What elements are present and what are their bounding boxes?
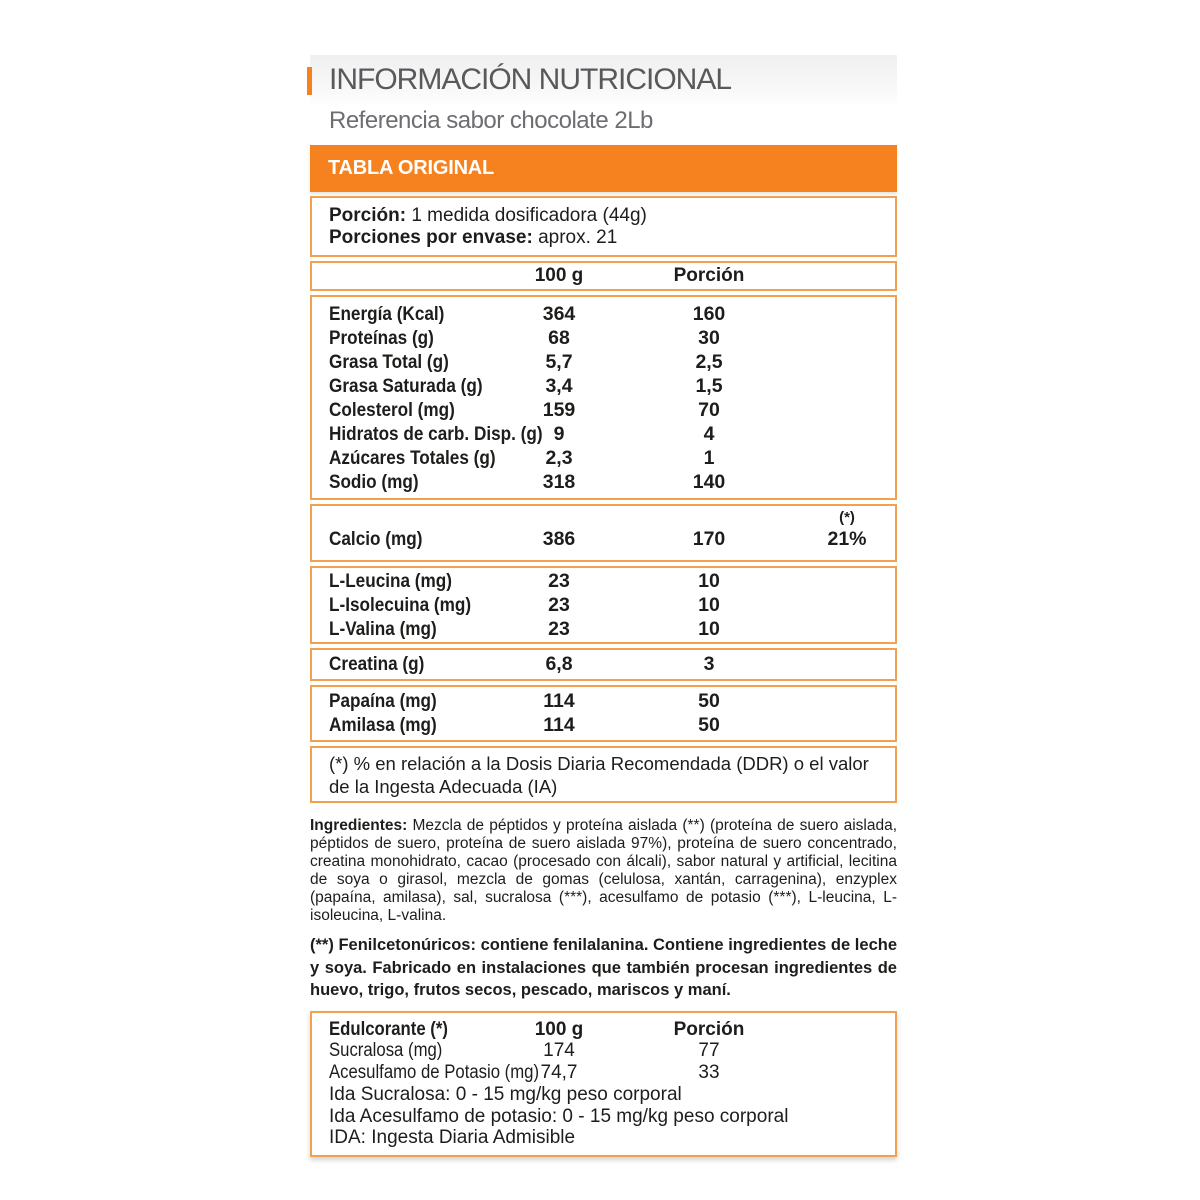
value-100g: 9 bbox=[553, 423, 565, 445]
value-porcion: 10 bbox=[698, 594, 720, 616]
nutrient-row bbox=[329, 374, 878, 398]
value-100g: 6,8 bbox=[545, 653, 573, 675]
footnote-text: (*) % en relación a la Dosis Diaria Recomendada (DDR) o el valor de la Ingesta Adecuada (IA) bbox=[329, 753, 869, 797]
nutrient-label: Papaína (mg) bbox=[329, 690, 437, 712]
nutrient-label: L-Isolecuina (mg) bbox=[329, 594, 472, 616]
value-100g: 23 bbox=[548, 570, 570, 592]
sweetener-header-label: Edulcorante (*) bbox=[329, 1018, 448, 1040]
sweetener-note: Ida Acesulfamo de potasio: 0 - 15 mg/kg peso corporal bbox=[329, 1105, 789, 1127]
column-header-row bbox=[329, 264, 878, 288]
value-100g: 114 bbox=[543, 714, 575, 736]
portion-value: 1 medida dosificadora (44g) bbox=[406, 205, 647, 226]
portion-row bbox=[329, 205, 878, 227]
sweetener-col-100g: 100 g bbox=[534, 1018, 584, 1040]
value-100g: 159 bbox=[542, 399, 576, 421]
value-100g: 23 bbox=[548, 594, 570, 616]
calcium-box bbox=[310, 504, 897, 562]
calcium-row bbox=[329, 527, 878, 551]
sweetener-label: Sucralosa (mg) bbox=[329, 1040, 443, 1062]
nutrient-row bbox=[329, 302, 878, 326]
nutrient-box-main bbox=[310, 295, 897, 500]
nutrient-row bbox=[329, 593, 878, 617]
nutrient-label: Energía (Kcal) bbox=[329, 303, 445, 325]
nutrient-row bbox=[329, 446, 878, 470]
nutrient-row bbox=[329, 652, 878, 676]
ingredients-body: Mezcla de péptidos y proteína aislada (**) (proteína de suero aislada, péptidos de suero, proteína de suero aislada 97%), proteína de suero concentrado, creatina monohidrato, cacao (procesado con álcali), sabor natural y artificial, lecitina de soya o girasol, mezcla de gomas (celulosa, xantán, carragenina), enzyplex (papaína, amilasa), sal, sucralosa (***), acesulfamo de potasio (***), L-leucina, L-isoleucina, L-valina. bbox=[310, 817, 897, 924]
value-porcion: 1,5 bbox=[695, 375, 723, 397]
servings-row bbox=[329, 227, 878, 249]
nutrient-label: Sodio (mg) bbox=[329, 471, 419, 493]
value-100g: 2,3 bbox=[545, 447, 573, 469]
nutrition-label bbox=[310, 55, 897, 1157]
value-100g: 114 bbox=[543, 690, 575, 712]
nutrient-label: L-Leucina (mg) bbox=[329, 570, 452, 592]
nutrient-label: Azúcares Totales (g) bbox=[329, 447, 496, 469]
column-header-box bbox=[310, 261, 897, 291]
page-subtitle: Referencia sabor chocolate 2Lb bbox=[329, 107, 653, 134]
sweetener-header-row bbox=[329, 1019, 878, 1041]
value-100g: 318 bbox=[542, 471, 576, 493]
value-porcion: 30 bbox=[698, 327, 720, 349]
nutrient-label: Hidratos de carb. Disp. (g) bbox=[329, 423, 543, 445]
col-100g: 100 g bbox=[534, 265, 584, 286]
nutrient-label: Grasa Total (g) bbox=[329, 351, 449, 373]
col-porcion: Porción bbox=[673, 265, 745, 286]
nutrient-label: L-Valina (mg) bbox=[329, 618, 437, 640]
nutrient-row bbox=[329, 569, 878, 593]
value-100g: 386 bbox=[542, 528, 576, 550]
nutrient-row bbox=[329, 689, 878, 713]
accent-bar bbox=[307, 67, 312, 95]
value-porcion: 33 bbox=[698, 1062, 720, 1084]
dv-mark: (*) bbox=[839, 509, 855, 526]
value-100g: 364 bbox=[542, 303, 576, 325]
nutrient-label: Proteínas (g) bbox=[329, 327, 434, 349]
table-header-label: TABLA ORIGINAL bbox=[328, 157, 495, 179]
nutrient-row bbox=[329, 470, 878, 494]
title-band bbox=[310, 55, 897, 105]
nutrient-label: Grasa Saturada (g) bbox=[329, 375, 483, 397]
value-porcion: 50 bbox=[698, 714, 720, 736]
value-porcion: 2,5 bbox=[695, 351, 723, 373]
value-100g: 23 bbox=[548, 618, 570, 640]
ingredients-paragraph bbox=[310, 817, 897, 925]
value-porcion: 1 bbox=[703, 447, 715, 469]
dv-value: 21% bbox=[827, 528, 867, 550]
value-100g: 68 bbox=[548, 327, 570, 349]
value-100g: 3,4 bbox=[545, 375, 573, 397]
page-title: INFORMACIÓN NUTRICIONAL bbox=[329, 63, 732, 96]
value-100g: 174 bbox=[543, 1040, 575, 1062]
table-header-bar bbox=[310, 145, 897, 192]
footnote-box bbox=[310, 746, 897, 803]
sweetener-note: Ida Sucralosa: 0 - 15 mg/kg peso corporal bbox=[329, 1083, 682, 1105]
amino-box bbox=[310, 566, 897, 644]
sweetener-note: IDA: Ingesta Diaria Admisible bbox=[329, 1127, 576, 1149]
serving-box bbox=[310, 196, 897, 257]
allergen-paragraph: (**) Fenilcetonúricos: contiene fenilalanina. Contiene ingredientes de leche y soya. Fabricado en instalaciones que también procesan ingredientes de huevo, trigo, frutos secos, pescado, mariscos y maní. bbox=[310, 936, 897, 999]
nutrient-row bbox=[329, 422, 878, 446]
nutrient-label: Amilasa (mg) bbox=[329, 714, 437, 736]
value-porcion: 70 bbox=[698, 399, 720, 421]
nutrient-row bbox=[329, 617, 878, 641]
value-porcion: 4 bbox=[703, 423, 715, 445]
sweetener-row bbox=[329, 1062, 878, 1084]
value-porcion: 140 bbox=[692, 471, 726, 493]
value-porcion: 160 bbox=[692, 303, 726, 325]
sweetener-row bbox=[329, 1040, 878, 1062]
sweetener-col-porcion: Porción bbox=[673, 1018, 745, 1040]
sweetener-label: Acesulfamo de Potasio (mg) bbox=[329, 1062, 540, 1084]
nutrient-row bbox=[329, 398, 878, 422]
portion-label: Porción: bbox=[329, 205, 407, 226]
value-porcion: 170 bbox=[692, 528, 726, 550]
value-100g: 5,7 bbox=[545, 351, 573, 373]
value-porcion: 3 bbox=[703, 653, 715, 675]
nutrient-label: Calcio (mg) bbox=[329, 528, 423, 550]
enzyme-box bbox=[310, 685, 897, 742]
ingredients-label: Ingredientes: bbox=[310, 817, 408, 834]
value-porcion: 50 bbox=[698, 690, 720, 712]
creatine-box bbox=[310, 648, 897, 681]
value-porcion: 10 bbox=[698, 618, 720, 640]
nutrient-row bbox=[329, 326, 878, 350]
nutrient-row bbox=[329, 350, 878, 374]
servings-label: Porciones por envase: bbox=[329, 227, 533, 248]
value-100g: 74,7 bbox=[540, 1062, 578, 1084]
dv-mark-row bbox=[329, 508, 878, 527]
nutrient-label: Creatina (g) bbox=[329, 653, 425, 675]
nutrient-label: Colesterol (mg) bbox=[329, 399, 455, 421]
servings-value: aprox. 21 bbox=[532, 227, 618, 248]
value-porcion: 77 bbox=[698, 1040, 720, 1062]
value-porcion: 10 bbox=[698, 570, 720, 592]
sweetener-box bbox=[310, 1011, 897, 1158]
nutrient-row bbox=[329, 713, 878, 737]
